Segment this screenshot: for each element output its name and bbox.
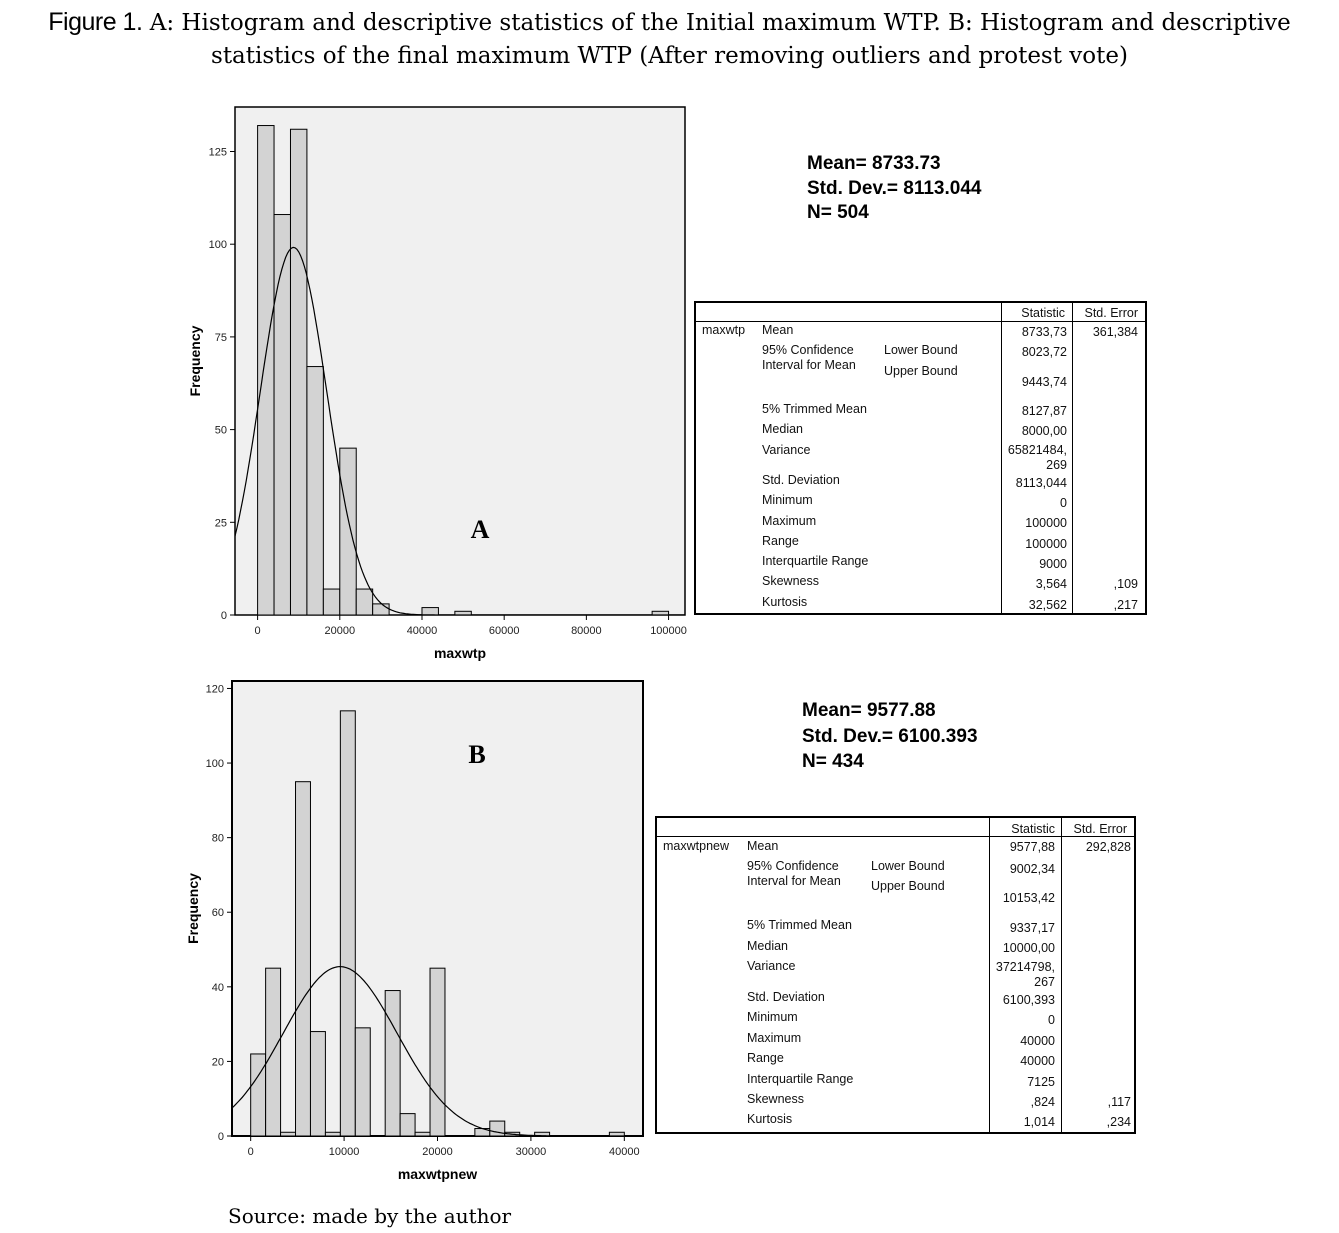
y-tick-label-0: 0 — [220, 610, 227, 622]
row-label-variance: Variance — [747, 959, 796, 973]
row-label-skew: Skewness — [762, 574, 819, 588]
row-label-sd: Std. Deviation — [762, 473, 840, 487]
bar-7 — [355, 1028, 370, 1136]
bar-5 — [340, 448, 356, 615]
y-tick-label-125: 125 — [208, 146, 227, 159]
stats-b — [802, 698, 978, 775]
bar-5 — [325, 1132, 340, 1136]
row-label-skew: Skewness — [747, 1092, 804, 1106]
bar-6 — [356, 589, 372, 615]
row-label-kurt: Kurtosis — [747, 1112, 793, 1126]
x-tick-label-40000: 40000 — [609, 1146, 640, 1158]
x-tick-label-100000: 100000 — [650, 625, 687, 637]
row-label-upper: Upper Bound — [884, 364, 958, 378]
y-tick-label-75: 75 — [214, 331, 227, 344]
row-label-kurt: Kurtosis — [762, 595, 808, 609]
row-label-lower: Lower Bound — [871, 859, 945, 873]
bar-4 — [323, 589, 339, 615]
stat-min: 0 — [1048, 1013, 1055, 1027]
x-axis-label: maxwtp — [433, 645, 487, 661]
stat-median: 8000,00 — [1021, 424, 1067, 438]
stat-kurt: 1,014 — [1023, 1115, 1055, 1129]
stat-min: 0 — [1060, 496, 1067, 510]
row-label-median: Median — [762, 422, 803, 436]
row-label-range: Range — [747, 1051, 784, 1065]
header-statistic: Statistic — [1021, 306, 1065, 320]
se-kurt: ,217 — [1113, 598, 1138, 612]
y-tick-label-25: 25 — [214, 517, 227, 530]
y-tick-label-40: 40 — [211, 981, 224, 994]
bar-3 — [307, 367, 323, 615]
x-tick-label-80000: 80000 — [571, 625, 602, 637]
stat-sd: 6100,393 — [1002, 993, 1055, 1007]
figure-caption — [0, 6, 1339, 73]
x-tick-label-60000: 60000 — [488, 625, 520, 637]
bar-0 — [251, 1054, 266, 1136]
stat-max: 100000 — [1025, 516, 1067, 530]
caption-line2: statistics of the final maximum WTP (After removing outliers and protest vote) — [211, 43, 1128, 69]
stat-trimmed: 8127,87 — [1021, 404, 1067, 418]
stat-range: 100000 — [1025, 537, 1067, 551]
stat-mean: 8733,73 — [1021, 325, 1067, 339]
descriptives-table-a — [694, 301, 1147, 615]
stat-skew: ,824 — [1030, 1095, 1055, 1109]
row-label-lower: Lower Bound — [884, 343, 958, 357]
histogram-a — [0, 95, 720, 670]
row-label-min: Minimum — [747, 1010, 798, 1024]
stats-b-mean: Mean= 9577.88 — [802, 700, 936, 721]
row-label-max: Maximum — [747, 1031, 802, 1045]
x-tick-label-20000: 20000 — [324, 625, 356, 637]
stat-max: 40000 — [1020, 1034, 1055, 1048]
panel-letter: A — [470, 515, 490, 544]
row-label-min: Minimum — [762, 493, 813, 507]
stat-lower: 9002,34 — [1009, 862, 1055, 876]
panel-letter: B — [468, 740, 486, 769]
stat-trimmed: 9337,17 — [1009, 921, 1055, 935]
header-std-error: Std. Error — [1073, 822, 1127, 836]
stat-range: 40000 — [1020, 1054, 1055, 1068]
row-label-max: Maximum — [762, 514, 817, 528]
se-mean: 292,828 — [1085, 840, 1131, 854]
stat-upper: 10153,42 — [1002, 891, 1055, 905]
stat-skew: 3,564 — [1035, 577, 1067, 591]
y-tick-label-100: 100 — [208, 239, 227, 252]
bar-13 — [490, 1121, 505, 1136]
stat-variance-2: 267 — [1034, 975, 1055, 989]
bar-6 — [340, 711, 355, 1136]
x-axis-label: maxwtpnew — [397, 1166, 478, 1182]
row-label-trimmed: 5% Trimmed Mean — [747, 918, 852, 932]
source-note: Source: made by the author — [228, 1204, 512, 1228]
bar-4 — [310, 1032, 325, 1136]
stat-variance-1: 37214798, — [995, 960, 1055, 974]
se-kurt: ,234 — [1106, 1115, 1131, 1129]
stat-kurt: 32,562 — [1028, 598, 1067, 612]
bar-9 — [400, 1114, 415, 1136]
row-label-mean: Mean — [762, 323, 794, 337]
x-tick-label-40000: 40000 — [406, 625, 438, 637]
var-name: maxwtp — [702, 323, 746, 337]
row-label-ci2: Interval for Mean — [747, 874, 841, 888]
x-tick-label-30000: 30000 — [515, 1146, 547, 1158]
y-tick-label-50: 50 — [214, 424, 227, 437]
caption-line1: A: Histogram and descriptive statistics of the Initial maximum WTP. B: Histogram and descriptive — [149, 10, 1291, 36]
row-label-ci1: 95% Confidence — [762, 343, 854, 357]
y-tick-label-120: 120 — [205, 683, 224, 696]
x-tick-label-0: 0 — [247, 1146, 254, 1158]
row-label-median: Median — [747, 939, 788, 953]
bar-2 — [281, 1132, 296, 1136]
bar-7 — [373, 604, 389, 615]
stat-iqr: 9000 — [1039, 557, 1067, 571]
row-label-iqr: Interquartile Range — [747, 1072, 854, 1086]
stat-iqr: 7125 — [1027, 1075, 1055, 1089]
var-name: maxwtpnew — [663, 839, 729, 853]
row-label-variance: Variance — [762, 443, 811, 457]
y-axis-label: Frequency — [187, 325, 203, 397]
row-label-trimmed: 5% Trimmed Mean — [762, 402, 867, 416]
y-tick-label-0: 0 — [217, 1131, 224, 1143]
bar-3 — [296, 782, 311, 1136]
stats-a-mean: Mean= 8733.73 — [807, 153, 941, 174]
stats-b-sd: Std. Dev.= 6100.393 — [802, 725, 978, 747]
bar-10 — [415, 1132, 430, 1136]
y-tick-label-60: 60 — [211, 907, 224, 920]
row-label-ci2: Interval for Mean — [762, 358, 856, 372]
histogram-b — [0, 670, 680, 1190]
stats-a-sd: Std. Dev.= 8113.044 — [807, 177, 982, 199]
y-tick-label-100: 100 — [205, 758, 224, 771]
stat-sd: 8113,044 — [1015, 476, 1067, 490]
bar-2 — [290, 129, 306, 615]
header-statistic: Statistic — [1011, 822, 1055, 836]
row-label-range: Range — [762, 534, 799, 548]
row-label-sd: Std. Deviation — [747, 990, 825, 1004]
se-skew: ,117 — [1107, 1095, 1131, 1109]
figure-label: Figure 1. — [48, 8, 143, 36]
bar-8 — [385, 991, 400, 1136]
row-label-iqr: Interquartile Range — [762, 554, 869, 568]
row-label-ci1: 95% Confidence — [747, 859, 839, 873]
x-tick-label-0: 0 — [254, 625, 261, 637]
row-label-upper: Upper Bound — [871, 879, 945, 893]
bar-1 — [274, 215, 290, 615]
stat-lower: 8023,72 — [1021, 345, 1067, 359]
y-tick-label-20: 20 — [211, 1056, 224, 1069]
x-tick-label-10000: 10000 — [328, 1146, 360, 1158]
stat-mean: 9577,88 — [1009, 840, 1055, 854]
y-axis-label: Frequency — [185, 873, 201, 944]
header-std-error: Std. Error — [1084, 306, 1138, 320]
stats-a-n: N= 504 — [807, 202, 869, 223]
y-tick-label-80: 80 — [211, 832, 224, 845]
stat-variance-1: 65821484, — [1007, 443, 1067, 457]
descriptives-table-b — [655, 816, 1136, 1134]
bar-0 — [258, 126, 274, 615]
stats-a — [807, 152, 981, 226]
se-skew: ,109 — [1113, 577, 1138, 591]
stat-upper: 9443,74 — [1021, 375, 1067, 389]
row-label-mean: Mean — [747, 839, 779, 853]
stat-variance-2: 269 — [1046, 458, 1067, 472]
stat-median: 10000,00 — [1002, 941, 1055, 955]
stats-b-n: N= 434 — [802, 751, 864, 772]
se-mean: 361,384 — [1092, 325, 1138, 339]
x-tick-label-20000: 20000 — [422, 1146, 453, 1158]
bar-8 — [422, 608, 438, 615]
bar-11 — [430, 968, 445, 1136]
